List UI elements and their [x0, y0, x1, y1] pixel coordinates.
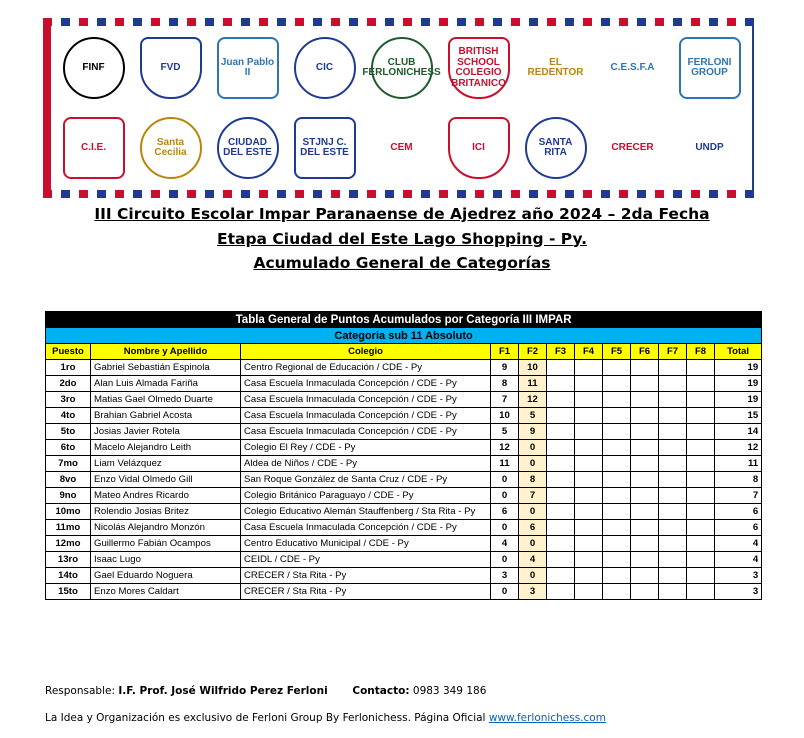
column-header: F5	[603, 344, 631, 360]
cell-f3	[547, 376, 575, 392]
cell-f3	[547, 552, 575, 568]
sponsor-logo: STJNJ C. DEL ESTE	[294, 117, 356, 179]
cell-position: 14to	[46, 568, 91, 584]
cell-name: Nicolás Alejandro Monzón	[91, 520, 241, 536]
cell-position: 12mo	[46, 536, 91, 552]
cell-f6	[631, 440, 659, 456]
cell-f4	[575, 472, 603, 488]
title-line-2: Etapa Ciudad del Este Lago Shopping - Py.	[216, 229, 588, 248]
cell-f7	[659, 360, 687, 376]
cell-f2: 6	[519, 520, 547, 536]
table-row	[46, 504, 762, 520]
cell-position: 6to	[46, 440, 91, 456]
cell-f3	[547, 424, 575, 440]
cell-f3	[547, 568, 575, 584]
title-line-1: III Circuito Escolar Impar Paranaense de Ajedrez año 2024 – 2da Fecha	[94, 205, 710, 223]
cell-name: Guillermo Fabián Ocampos	[91, 536, 241, 552]
cell-f3	[547, 392, 575, 408]
column-header: Total	[715, 344, 762, 360]
column-header: F7	[659, 344, 687, 360]
cell-f3	[547, 360, 575, 376]
cell-f3	[547, 456, 575, 472]
column-header: F2	[519, 344, 547, 360]
cell-f8	[687, 584, 715, 600]
cell-f2: 8	[519, 472, 547, 488]
sponsor-logo: CLUB FERLONICHESS	[371, 37, 433, 99]
cell-f5	[603, 440, 631, 456]
cell-f5	[603, 376, 631, 392]
cell-f4	[575, 552, 603, 568]
cell-school: San Roque González de Santa Cruz / CDE - Py	[241, 472, 491, 488]
cell-name: Alan Luis Almada Fariña	[91, 376, 241, 392]
cell-f1: 3	[491, 568, 519, 584]
sponsor-logo: SANTA RITA	[525, 117, 587, 179]
cell-f2: 0	[519, 456, 547, 472]
sponsor-logo: CEM	[390, 141, 413, 153]
contact-value: 0983 349 186	[412, 685, 487, 697]
cell-f3	[547, 440, 575, 456]
cell-school: CRECER / Sta Rita - Py	[241, 568, 491, 584]
cell-f2: 9	[519, 424, 547, 440]
cell-f1: 11	[491, 456, 519, 472]
cell-f6	[631, 520, 659, 536]
sponsor-logo: CIC	[294, 37, 356, 99]
cell-school: Colegio Británico Paraguayo / CDE - Py	[241, 488, 491, 504]
cell-name: Macelo Alejandro Leith	[91, 440, 241, 456]
sponsor-logo: ICI	[448, 117, 510, 179]
sponsor-logo: C.E.S.F.A	[610, 61, 655, 73]
cell-total: 3	[715, 584, 762, 600]
cell-f8	[687, 392, 715, 408]
cell-school: Casa Escuela Inmaculada Concepción / CDE - Py	[241, 408, 491, 424]
cell-name: Rolendio Josias Britez	[91, 504, 241, 520]
sponsor-logo: FERLONI GROUP	[679, 37, 741, 99]
cell-position: 11mo	[46, 520, 91, 536]
website-link[interactable]: www.ferlonichess.com	[488, 712, 606, 724]
contact-label: Contacto:	[352, 685, 410, 697]
cell-position: 10mo	[46, 504, 91, 520]
cell-f6	[631, 568, 659, 584]
sponsor-logo: Santa Cecilia	[140, 117, 202, 179]
cell-school: Centro Educativo Municipal / CDE - Py	[241, 536, 491, 552]
sponsor-logo: EL REDENTOR	[527, 56, 584, 78]
cell-f5	[603, 360, 631, 376]
cell-f6	[631, 424, 659, 440]
cell-f7	[659, 488, 687, 504]
cell-f1: 12	[491, 440, 519, 456]
cell-f8	[687, 376, 715, 392]
cell-name: Gabriel Sebastián Espinola	[91, 360, 241, 376]
cell-f4	[575, 424, 603, 440]
table-row	[46, 536, 762, 552]
cell-f5	[603, 488, 631, 504]
cell-f8	[687, 520, 715, 536]
cell-school: CEIDL / CDE - Py	[241, 552, 491, 568]
cell-f7	[659, 440, 687, 456]
responsable-name: I.F. Prof. José Wilfrido Perez Ferloni	[118, 685, 328, 697]
cell-f7	[659, 472, 687, 488]
cell-f4	[575, 376, 603, 392]
cell-f8	[687, 488, 715, 504]
table-row	[46, 376, 762, 392]
cell-total: 6	[715, 520, 762, 536]
cell-total: 12	[715, 440, 762, 456]
cell-f2: 11	[519, 376, 547, 392]
sponsor-logo: CRECER	[611, 141, 654, 153]
cell-f4	[575, 536, 603, 552]
cell-f8	[687, 552, 715, 568]
cell-f6	[631, 392, 659, 408]
cell-position: 2do	[46, 376, 91, 392]
cell-f6	[631, 376, 659, 392]
cell-name: Isaac Lugo	[91, 552, 241, 568]
cell-f2: 0	[519, 440, 547, 456]
cell-f4	[575, 488, 603, 504]
table-title: Tabla General de Puntos Acumulados por Categoría III IMPAR	[46, 312, 762, 328]
table-row	[46, 360, 762, 376]
cell-position: 15to	[46, 584, 91, 600]
page-titles	[0, 202, 804, 276]
cell-f6	[631, 360, 659, 376]
cell-total: 4	[715, 536, 762, 552]
cell-f7	[659, 552, 687, 568]
cell-f1: 10	[491, 408, 519, 424]
cell-f8	[687, 408, 715, 424]
cell-position: 13ro	[46, 552, 91, 568]
cell-f5	[603, 472, 631, 488]
cell-f1: 7	[491, 392, 519, 408]
column-header: F8	[687, 344, 715, 360]
cell-school: CRECER / Sta Rita - Py	[241, 584, 491, 600]
cell-f1: 8	[491, 376, 519, 392]
cell-f4	[575, 456, 603, 472]
cell-f7	[659, 504, 687, 520]
cell-f2: 0	[519, 568, 547, 584]
cell-name: Enzo Mores Caldart	[91, 584, 241, 600]
cell-f5	[603, 392, 631, 408]
cell-name: Brahian Gabriel Acosta	[91, 408, 241, 424]
cell-school: Colegio Educativo Alemán Stauffenberg / Sta Rita - Py	[241, 504, 491, 520]
cell-position: 5to	[46, 424, 91, 440]
table-row	[46, 424, 762, 440]
cell-f1: 0	[491, 488, 519, 504]
cell-total: 7	[715, 488, 762, 504]
category-title: Categoria sub 11 Absoluto	[46, 328, 762, 344]
cell-f1: 0	[491, 552, 519, 568]
column-header: Puesto	[46, 344, 91, 360]
cell-total: 8	[715, 472, 762, 488]
cell-f7	[659, 584, 687, 600]
cell-f3	[547, 536, 575, 552]
column-header: Nombre y Apellido	[91, 344, 241, 360]
cell-f2: 12	[519, 392, 547, 408]
cell-f8	[687, 360, 715, 376]
cell-f7	[659, 568, 687, 584]
cell-f2: 10	[519, 360, 547, 376]
cell-f5	[603, 536, 631, 552]
table-row	[46, 440, 762, 456]
cell-f7	[659, 392, 687, 408]
cell-f6	[631, 552, 659, 568]
cell-school: Aldea de Niños / CDE - Py	[241, 456, 491, 472]
sponsor-banner	[43, 18, 760, 198]
title-line-3: Acumulado General de Categorías	[253, 254, 551, 272]
cell-school: Casa Escuela Inmaculada Concepción / CDE - Py	[241, 424, 491, 440]
cell-f8	[687, 424, 715, 440]
table-row	[46, 392, 762, 408]
cell-f1: 5	[491, 424, 519, 440]
footer-responsable	[45, 685, 486, 697]
cell-f8	[687, 440, 715, 456]
cell-f1: 9	[491, 360, 519, 376]
cell-f1: 6	[491, 504, 519, 520]
cell-f3	[547, 504, 575, 520]
cell-f6	[631, 456, 659, 472]
footer-note-text: La Idea y Organización es exclusivo de Ferloni Group By Ferlonichess. Página Oficial	[45, 712, 489, 724]
cell-f5	[603, 584, 631, 600]
cell-f7	[659, 536, 687, 552]
cell-f7	[659, 408, 687, 424]
column-header: F4	[575, 344, 603, 360]
cell-f7	[659, 520, 687, 536]
results-table	[45, 311, 762, 600]
column-header: F6	[631, 344, 659, 360]
cell-position: 4to	[46, 408, 91, 424]
cell-school: Colegio El Rey / CDE - Py	[241, 440, 491, 456]
cell-f3	[547, 520, 575, 536]
responsable-label: Responsable:	[45, 685, 115, 697]
cell-position: 9no	[46, 488, 91, 504]
sponsor-logo: CIUDAD DEL ESTE	[217, 117, 279, 179]
cell-f1: 0	[491, 584, 519, 600]
cell-total: 14	[715, 424, 762, 440]
cell-f8	[687, 472, 715, 488]
column-headers	[46, 344, 762, 360]
cell-f2: 4	[519, 552, 547, 568]
sponsor-logo: UNDP	[695, 141, 724, 153]
cell-name: Liam Velázquez	[91, 456, 241, 472]
sponsor-logo: Juan Pablo II	[217, 37, 279, 99]
cell-name: Josias Javier Rotela	[91, 424, 241, 440]
cell-school: Casa Escuela Inmaculada Concepción / CDE - Py	[241, 376, 491, 392]
sponsor-logo: FVD	[140, 37, 202, 99]
table-row	[46, 568, 762, 584]
cell-f2: 7	[519, 488, 547, 504]
cell-f8	[687, 568, 715, 584]
cell-f1: 0	[491, 520, 519, 536]
cell-f6	[631, 488, 659, 504]
cell-f4	[575, 392, 603, 408]
cell-name: Enzo Vidal Olmedo Gill	[91, 472, 241, 488]
sponsor-logo: BRITISH SCHOOL COLEGIO BRITANICO	[448, 37, 510, 99]
cell-total: 11	[715, 456, 762, 472]
sponsor-logo: FINF	[63, 37, 125, 99]
cell-f4	[575, 408, 603, 424]
cell-school: Centro Regional de Educación / CDE - Py	[241, 360, 491, 376]
cell-total: 19	[715, 360, 762, 376]
cell-f5	[603, 456, 631, 472]
column-header: F3	[547, 344, 575, 360]
cell-f2: 5	[519, 408, 547, 424]
cell-total: 19	[715, 376, 762, 392]
table-row	[46, 472, 762, 488]
cell-f5	[603, 552, 631, 568]
cell-f6	[631, 504, 659, 520]
table-body	[46, 360, 762, 600]
cell-f2: 0	[519, 504, 547, 520]
cell-position: 3ro	[46, 392, 91, 408]
table-row	[46, 488, 762, 504]
cell-position: 8vo	[46, 472, 91, 488]
table-row	[46, 520, 762, 536]
cell-f3	[547, 472, 575, 488]
cell-f7	[659, 376, 687, 392]
table-row	[46, 584, 762, 600]
cell-f8	[687, 456, 715, 472]
cell-total: 15	[715, 408, 762, 424]
cell-f8	[687, 536, 715, 552]
column-header: F1	[491, 344, 519, 360]
cell-f7	[659, 456, 687, 472]
cell-school: Casa Escuela Inmaculada Concepción / CDE - Py	[241, 392, 491, 408]
column-header: Colegio	[241, 344, 491, 360]
cell-total: 4	[715, 552, 762, 568]
cell-f4	[575, 520, 603, 536]
cell-f4	[575, 568, 603, 584]
cell-f7	[659, 424, 687, 440]
cell-f4	[575, 584, 603, 600]
cell-total: 6	[715, 504, 762, 520]
cell-f3	[547, 584, 575, 600]
cell-f3	[547, 488, 575, 504]
cell-f2: 3	[519, 584, 547, 600]
cell-f6	[631, 408, 659, 424]
cell-school: Casa Escuela Inmaculada Concepción / CDE - Py	[241, 520, 491, 536]
cell-f5	[603, 568, 631, 584]
cell-f6	[631, 472, 659, 488]
table-row	[46, 408, 762, 424]
cell-f5	[603, 424, 631, 440]
cell-f5	[603, 408, 631, 424]
cell-total: 3	[715, 568, 762, 584]
cell-f1: 4	[491, 536, 519, 552]
cell-f3	[547, 408, 575, 424]
logo-grid	[51, 26, 752, 190]
cell-f6	[631, 536, 659, 552]
sponsor-logo: C.I.E.	[63, 117, 125, 179]
cell-f2: 0	[519, 536, 547, 552]
cell-f1: 0	[491, 472, 519, 488]
cell-f8	[687, 504, 715, 520]
cell-f5	[603, 520, 631, 536]
cell-total: 19	[715, 392, 762, 408]
table-row	[46, 456, 762, 472]
cell-f5	[603, 504, 631, 520]
cell-f4	[575, 440, 603, 456]
cell-name: Matias Gael Olmedo Duarte	[91, 392, 241, 408]
cell-position: 7mo	[46, 456, 91, 472]
cell-name: Mateo Andres Ricardo	[91, 488, 241, 504]
cell-f4	[575, 360, 603, 376]
cell-f4	[575, 504, 603, 520]
footer-note	[45, 712, 606, 724]
cell-position: 1ro	[46, 360, 91, 376]
cell-f6	[631, 584, 659, 600]
cell-name: Gael Eduardo Noguera	[91, 568, 241, 584]
table-row	[46, 552, 762, 568]
